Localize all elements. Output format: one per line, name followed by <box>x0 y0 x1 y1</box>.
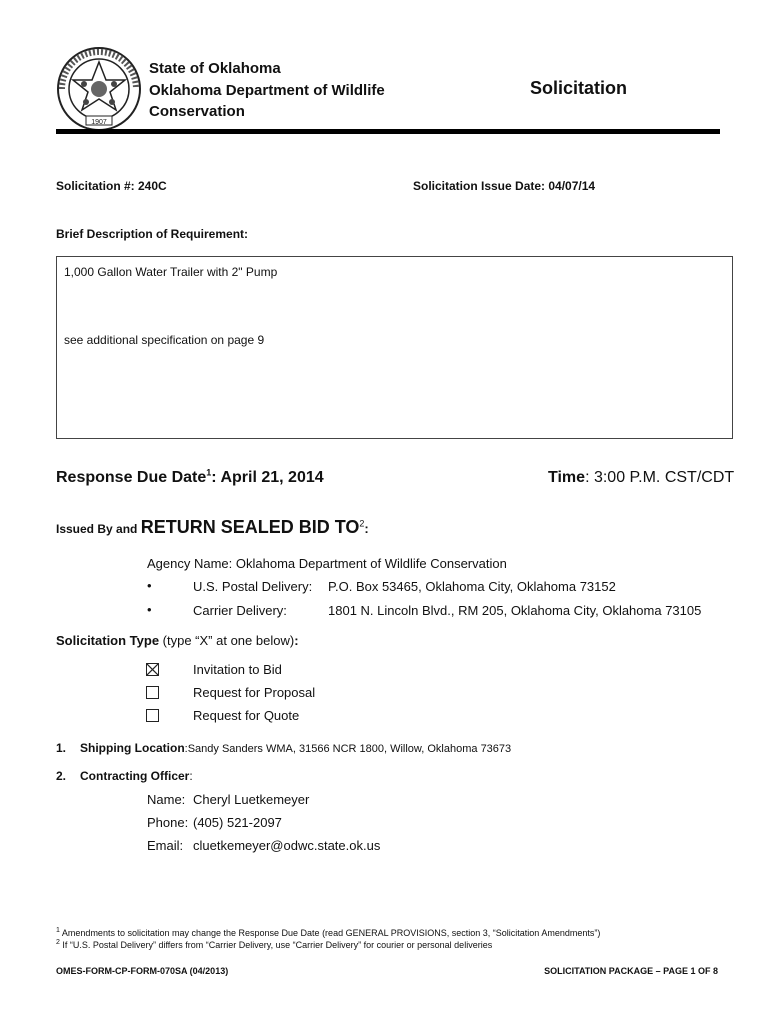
agency-name: Agency Name: Oklahoma Department of Wildlife Conservation <box>147 556 507 571</box>
solicitation-issue-date: Solicitation Issue Date: 04/07/14 <box>413 179 596 193</box>
officer-name-value: Cheryl Luetkemeyer <box>193 792 310 807</box>
bullet-icon: • <box>147 578 152 593</box>
carrier-delivery-label: Carrier Delivery: <box>193 603 287 618</box>
postal-delivery-address: P.O. Box 53465, Oklahoma City, Oklahoma 73152 <box>328 579 616 594</box>
description-line: see additional specification on page 9 <box>64 333 265 347</box>
invitation-to-bid-checkbox[interactable] <box>146 663 159 676</box>
header-state: State of Oklahoma <box>149 60 281 77</box>
contracting-officer-label: Contracting Officer <box>80 769 190 783</box>
document-title: Solicitation <box>530 78 628 98</box>
return-bid-heading: RETURN SEALED BID TO <box>140 517 360 537</box>
state-seal-logo <box>56 46 142 132</box>
svg-text:1907: 1907 <box>91 119 107 126</box>
header-department: Oklahoma Department of Wildlife <box>149 82 385 99</box>
footnote-ref: 1 <box>206 467 212 478</box>
issued-by-prefix: Issued By and <box>56 522 141 536</box>
description-line: 1,000 Gallon Water Trailer with 2" Pump <box>64 265 278 279</box>
description-heading: Brief Description of Requirement: <box>56 227 249 241</box>
response-due-label: Response Due Date <box>56 469 207 486</box>
shipping-location-value: :Sandy Sanders WMA, 31566 NCR 1800, Willow, Oklahoma 73673 <box>184 743 512 755</box>
officer-phone-value: (405) 521-2097 <box>193 815 282 830</box>
shipping-location-label: Shipping Location <box>80 741 185 755</box>
item-number: 1. <box>56 741 67 755</box>
footnote-text: If “U.S. Postal Delivery” differs from “Carrier Delivery, use “Carrier Delivery” for courier or personal deliveries <box>62 940 493 950</box>
option-label: Request for Proposal <box>193 685 316 700</box>
footnote-1 <box>56 928 600 938</box>
response-due-value: : April 21, 2014 <box>211 469 324 486</box>
option-label: Invitation to Bid <box>193 662 282 677</box>
solicitation-number: Solicitation #: 240C <box>56 179 167 193</box>
issued-by-heading <box>56 517 369 538</box>
response-time <box>548 469 734 487</box>
response-time-value: : 3:00 P.M. CST/CDT <box>585 469 735 486</box>
footnote-text: Amendments to solicitation may change the Response Due Date (read GENERAL PROVISIONS, section 3, “Solicitation Amendments”) <box>61 928 601 938</box>
footnote-marker: 1 <box>56 927 60 934</box>
response-due-date <box>56 469 324 487</box>
bullet-icon: • <box>147 602 152 617</box>
officer-email-label: Email: <box>147 838 184 853</box>
postal-delivery-label: U.S. Postal Delivery: <box>193 579 313 594</box>
description-box <box>56 256 733 439</box>
request-for-proposal-checkbox[interactable] <box>146 686 159 699</box>
form-id: OMES-FORM-CP-FORM-070SA (04/2013) <box>56 966 229 976</box>
footnote-marker: 2 <box>56 939 60 946</box>
issued-by-colon: : <box>364 521 369 536</box>
footnote-2 <box>56 940 492 950</box>
shipping-location <box>56 739 66 757</box>
contracting-officer-colon: : <box>189 769 193 783</box>
header-department-cont: Conservation <box>149 103 245 120</box>
header-divider <box>56 129 720 134</box>
officer-phone-label: Phone: <box>147 815 189 830</box>
solicitation-type-label: Solicitation Type <box>56 633 160 648</box>
officer-name-label: Name: <box>147 792 186 807</box>
solicitation-type-heading <box>56 633 299 648</box>
officer-email-value[interactable]: cluetkemeyer@odwc.state.ok.us <box>193 838 381 853</box>
response-time-label: Time <box>548 469 586 486</box>
carrier-delivery-address: 1801 N. Lincoln Blvd., RM 205, Oklahoma City, Oklahoma 73105 <box>328 603 702 618</box>
solicitation-type-colon: : <box>294 633 299 648</box>
footnote-ref: 2 <box>359 518 365 529</box>
page-number: SOLICITATION PACKAGE – PAGE 1 OF 8 <box>544 966 718 976</box>
request-for-quote-checkbox[interactable] <box>146 709 159 722</box>
item-number: 2. <box>56 769 67 783</box>
shipping-location-text <box>80 739 511 757</box>
contracting-officer-heading <box>80 769 193 783</box>
solicitation-type-instruction: (type “X” at one below) <box>159 633 295 648</box>
option-label: Request for Quote <box>193 708 300 723</box>
